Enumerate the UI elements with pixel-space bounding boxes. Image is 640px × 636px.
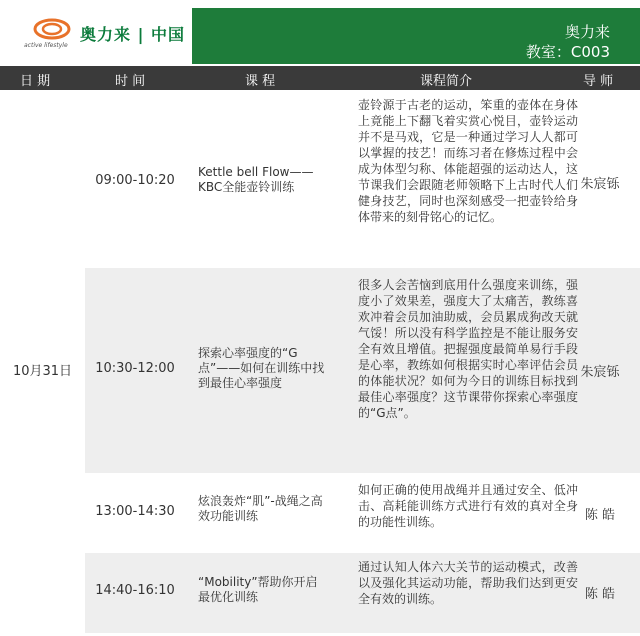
table-row: [85, 553, 640, 633]
row-time: 10:30-12:00: [95, 361, 175, 376]
table-row: [85, 268, 640, 473]
table-header: [0, 66, 640, 90]
table-row: [85, 474, 640, 552]
header: [0, 0, 640, 66]
logo-brand-text: 奥力来 | 中国: [80, 25, 185, 44]
row-desc: 通过认知人体六大关节的运动模式，改善以及强化其运动功能，帮助我们达到更安全有效的训练。: [358, 560, 578, 606]
column-header-teacher: 导 师: [583, 74, 614, 89]
row-course: 炫浪轰炸“肌”-战绳之高效功能训练: [198, 494, 323, 523]
date-text: 10月31日: [12, 364, 73, 379]
row-teacher: 朱宸铄: [580, 365, 620, 380]
logo: [10, 8, 192, 64]
column-header-desc: 课程简介: [420, 74, 473, 89]
classroom-label: 教室：C003: [525, 43, 610, 61]
table-row: [85, 90, 640, 267]
row-desc: 壶铃源于古老的运动，笨重的壶体在身体上竟能上下翻飞着实赏心悦目，壶铃运动并不是马戏，它是一种通过学习人人都可以掌握的技艺！而练习者在修炼过程中会成为体型匀称、体能超强的运动达人，这节课我们会跟随老师领略下上古时代人们健身技艺，同时也深刻感受一把壶铃给身体带来的刻骨铭心的记忆。: [358, 98, 578, 224]
row-time: 13:00-14:30: [95, 504, 175, 519]
row-time: 14:40-16:10: [95, 583, 175, 598]
row-teacher: 陈 皓: [584, 508, 616, 523]
row-teacher: 陈 皓: [584, 587, 616, 602]
header-bar: [192, 8, 640, 64]
row-teacher: 朱宸铄: [580, 177, 620, 192]
row-course: “Mobility”帮助你开启最优化训练: [198, 575, 318, 604]
column-header-course: 课 程: [245, 74, 276, 89]
column-header-time: 时 间: [115, 74, 146, 89]
row-time: 09:00-10:20: [95, 173, 175, 188]
brand-name: 奥力来: [564, 23, 610, 41]
logo-swoosh-icon: [32, 16, 72, 42]
row-desc: 很多人会苦恼到底用什么强度来训练，强度小了效果差，强度大了太痛苦，教练喜欢冲着会员加油助威，会员累成狗改天就气馁！所以没有科学监控是不能让服务安全有效且增值。把握强度最简单易行手段是心率，教练如何根据实时心率评估会员的体能状况？如何为今日的训练目标找到最佳心率强度？这节课带你探索心率强度的“G点”。: [358, 278, 578, 420]
row-course: Kettle bell Flow——KBC全能壶铃训练: [198, 165, 314, 194]
date-cell: [0, 90, 85, 636]
logo-tagline: active lifestyle: [24, 42, 68, 49]
row-desc: 如何正确的使用战绳并且通过安全、低冲击、高耗能训练方式进行有效的真对全身的功能性训练。: [358, 483, 578, 529]
brand-block: [526, 22, 610, 62]
row-course: 探索心率强度的“G点”——如何在训练中找到最佳心率强度: [198, 346, 325, 390]
column-header-date: 日 期: [20, 74, 51, 89]
